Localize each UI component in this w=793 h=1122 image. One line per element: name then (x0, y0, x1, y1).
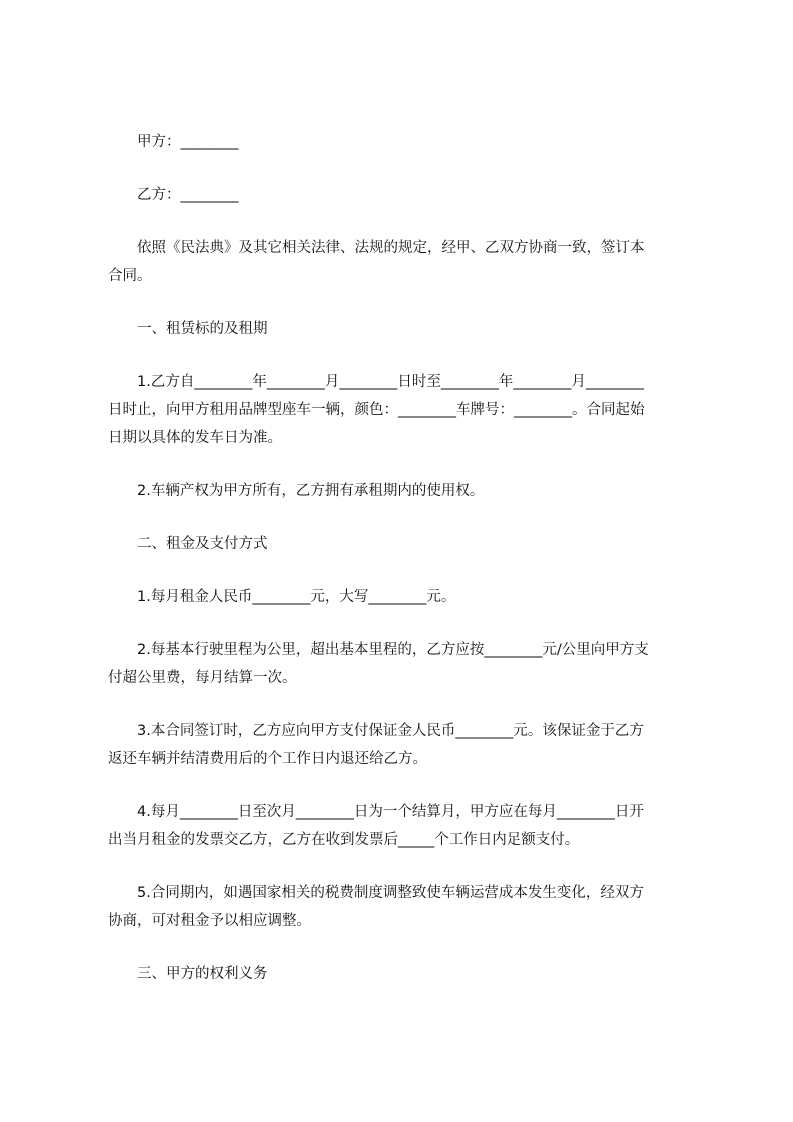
party-a-line: 甲方：________ (137, 134, 239, 150)
s2-item-3-line-2: 返还车辆并结清费用后的个工作日内退还给乙方。 (108, 751, 427, 767)
s1-item-1-line-3: 日期以具体的发车日为准。 (108, 430, 282, 446)
party-b-line: 乙方：________ (137, 187, 239, 203)
s1-item-1-line-2: 日时止，向甲方租用品牌型座车一辆，颜色：________车牌号：________。合同起始 (108, 402, 645, 418)
s2-item-1: 1.每月租金人民币________元，大写________元。 (137, 589, 456, 605)
section-3-title: 三、甲方的权利义务 (137, 966, 268, 982)
s2-item-5-line-1: 5.合同期内，如遇国家相关的税费制度调整致使车辆运营成本发生变化，经双方 (137, 885, 644, 901)
s1-item-2: 2.车辆产权为甲方所有，乙方拥有承租期内的使用权。 (137, 483, 485, 499)
intro-paragraph-line-1: 依照《民法典》及其它相关法律、法规的规定，经甲、乙双方协商一致，签订本 (137, 240, 645, 256)
intro-paragraph-line-2: 合同。 (108, 268, 152, 284)
s1-item-1-line-1: 1.乙方自________年________月________日时至________年________月________ (137, 374, 644, 390)
s2-item-4-line-2: 出当月租金的发票交乙方，乙方在收到发票后_____个工作日内足额支付。 (108, 832, 580, 848)
section-1-title: 一、租赁标的及租期 (137, 321, 268, 337)
s2-item-4-line-1: 4.每月________日至次月________日为一个结算月，甲方应在每月________日开 (137, 804, 644, 820)
section-2-title: 二、租金及支付方式 (137, 536, 268, 552)
s2-item-2-line-1: 2.每基本行驶里程为公里，超出基本里程的，乙方应按________元/公里向甲方支 (137, 642, 649, 658)
s2-item-2-line-2: 付超公里费，每月结算一次。 (108, 670, 297, 686)
s2-item-5-line-2: 协商，可对租金予以相应调整。 (108, 913, 311, 929)
s2-item-3-line-1: 3.本合同签订时，乙方应向甲方支付保证金人民币________元。该保证金于乙方 (137, 723, 644, 739)
